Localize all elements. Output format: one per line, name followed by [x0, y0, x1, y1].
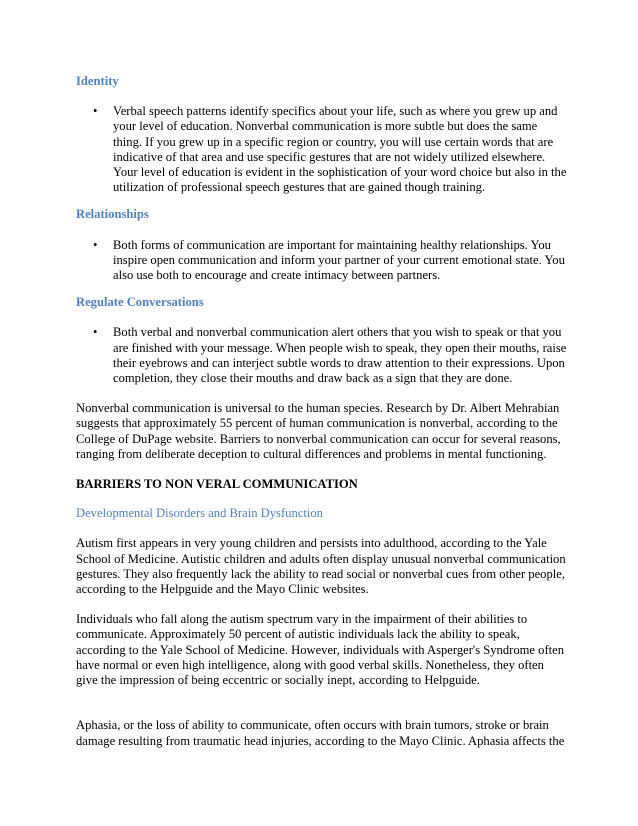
section-heading-identity: Identity [76, 74, 119, 88]
bullet-item-relationships [76, 238, 568, 284]
section-identity [76, 74, 568, 195]
intro-paragraph: Nonverbal communication is universal to the human species. Research by Dr. Albert Mehrabian suggests that approximately 55 percent of human communication is nonverbal, according to the College of DuPage website. Barriers to nonverbal communication can occur for several reasons, ranging from deliberate deception to cultural differences and problems in mental functioning. [76, 401, 561, 461]
bullet-dot-icon: • [93, 104, 98, 119]
document-page [76, 74, 568, 749]
barriers-heading: BARRIERS TO NON VERAL COMMUNICATION [76, 477, 358, 492]
bullet-item-identity [76, 104, 568, 195]
bullet-list-relationships [76, 238, 568, 284]
bullet-item-regulate-conversations [76, 325, 568, 386]
section-regulate-conversations [76, 295, 568, 386]
section-relationships [76, 207, 568, 283]
section-heading-relationships: Relationships [76, 207, 149, 222]
bullet-list-identity [76, 104, 568, 195]
bullet-list-regulate-conversations [76, 325, 568, 386]
paragraph-autism: Autism first appears in very young children and persists into adulthood, according to the Yale School of Medicine. Autistic children and adults often display unusual nonverbal communication gestures. They also frequently lack the ability to read social or nonverbal cues from other people, according to the Helpguide and the Mayo Clinic websites. [76, 536, 566, 597]
paragraph-aphasia: Aphasia, or the loss of ability to communicate, often occurs with brain tumors, stroke or brain damage resulting from traumatic head injuries, according to the Mayo Clinic. Aphasia affects the [76, 718, 565, 748]
paragraph-autism-spectrum: Individuals who fall along the autism spectrum vary in the impairment of their abilities to communicate. Approximately 50 percent of autistic individuals lack the ability to speak, according to the Yale School of Medicine. However, individuals with Asperger's Syndrome often have normal or even high intelligence, along with good verbal skills. Nonetheless, they often give the impression of being eccentric or socially inept, according to Helpguide. [76, 612, 565, 688]
bullet-text-regulate-conversations: Both verbal and nonverbal communication alert others that you wish to speak or that you are finished with your message. When people wish to speak, they open their mouths, raise their eyebrows and can interject subtle words to draw attention to their expressions. Upon completion, they close their mouths and draw back as a sign that they are done. [113, 325, 567, 386]
bullet-text-relationships: Both forms of communication are important for maintaining healthy relationships. You inspire open communication and inform your partner of your current emotional state. You also use both to encourage and create intimacy between partners. [113, 237, 565, 283]
section-heading-regulate-conversations: Regulate Conversations [76, 295, 204, 310]
bullet-text-identity: Verbal speech patterns identify specifics about your life, such as where you grew up and your level of education. Nonverbal communication is more subtle but does the same thing. If you grew up in a specific region or country, you will use certain words that are indicative of that area and use specific gestures that are not widely utilized elsewhere. Your level of education is evident in the sophistication of your word choice but also in the utilization of professional speech gestures that are gained though training. [113, 104, 567, 195]
sub-heading-developmental-disorders: Developmental Disorders and Brain Dysfunction [76, 506, 323, 521]
bullet-dot-icon: • [93, 325, 98, 340]
bullet-dot-icon: • [93, 237, 98, 252]
